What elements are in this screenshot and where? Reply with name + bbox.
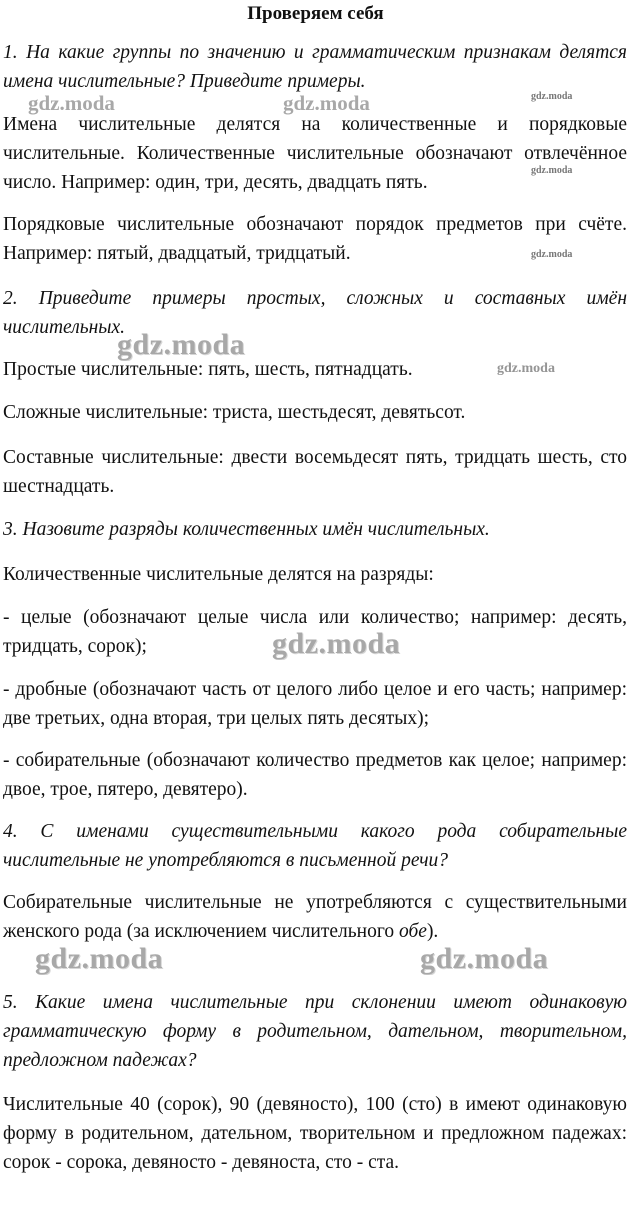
answer-2-1: Простые числительные: пять, шесть, пятнадцать. <box>3 359 413 380</box>
watermark: gdz.moda <box>272 627 401 660</box>
answer-3-2: - целые (обозначают целые числа или количество; например: десять, тридцать, сорок); <box>3 607 627 657</box>
watermark: gdz.moda <box>117 328 246 361</box>
question-1: 1. На какие группы по значению и грамматическим признакам делятся имена числительные? Приведите примеры. <box>3 42 627 92</box>
question-3: 3. Назовите разряды количественных имён числительных. <box>3 519 490 540</box>
answer-4-1-italic-word: обе <box>398 921 427 942</box>
page-title: Проверяем себя <box>247 3 384 24</box>
watermark: gdz.moda <box>497 361 555 376</box>
answer-1-1: Имена числительные делятся на количественные и порядковые числительные. Количественные числительные обозначают отвлечённое число. Например: один, три, десять, двадцать пять. <box>3 114 627 193</box>
answer-4-1-text: Собирательные числительные не употребляются с существительными женского рода (за исключением числительного <box>3 892 627 942</box>
answer-3-3: - дробные (обозначают часть от целого либо целое и его часть; например: две третьих, одна вторая, три целых пять десятых); <box>3 679 627 729</box>
watermark: gdz.moda <box>283 91 370 115</box>
answer-3-1: Количественные числительные делятся на разряды: <box>3 564 434 585</box>
watermark: gdz.moda <box>35 942 164 975</box>
watermark: gdz.moda <box>28 91 115 115</box>
answer-1-2: Порядковые числительные обозначают порядок предметов при счёте. Например: пятый, двадцатый, тридцатый. <box>3 214 627 264</box>
watermark: gdz.moda <box>531 91 573 102</box>
answer-4-1 <box>3 888 627 946</box>
answer-5-1: Числительные 40 (сорок), 90 (девяносто), 100 (сто) в имеют одинаковую форму в родительном, дательном, творительном и предложном падежах: сорок - сорока, девяносто - девяноста, сто - ста. <box>3 1094 627 1173</box>
question-2: 2. Приведите примеры простых, сложных и составных имён числительных. <box>3 288 627 338</box>
question-5: 5. Какие имена числительные при склонении имеют одинаковую грамматическую форму в родительном, дательном, творительном, предложном падежах? <box>3 992 627 1071</box>
answer-3-4: - собирательные (обозначают количество предметов как целое; например: двое, трое, пятеро, девятеро). <box>3 750 627 800</box>
question-4: 4. С именами существительными какого рода собирательные числительные не употребляются в письменной речи? <box>3 821 627 871</box>
answer-2-2: Сложные числительные: триста, шестьдесят, девятьсот. <box>3 402 466 423</box>
watermark: gdz.moda <box>531 165 573 176</box>
watermark: gdz.moda <box>420 942 549 975</box>
watermark: gdz.moda <box>531 249 573 260</box>
answer-4-1-tail: ). <box>426 921 439 942</box>
answer-2-3: Составные числительные: двести восемьдесят пять, тридцать шесть, сто шестнадцать. <box>3 447 627 497</box>
